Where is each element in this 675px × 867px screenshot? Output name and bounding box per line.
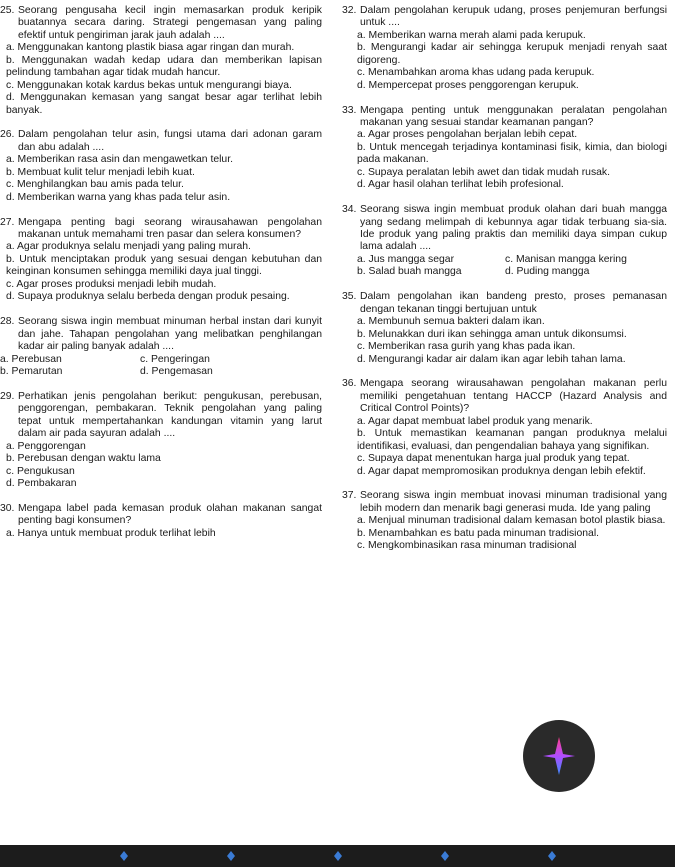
answer-option: a. Menjual minuman tradisional dalam kemasan botol plastik biasa.	[357, 515, 666, 527]
nav-marker-icon[interactable]	[226, 851, 236, 861]
question-block	[0, 316, 322, 378]
answer-option: b. Untuk menciptakan produk yang sesuai dengan kebutuhan dan keinginan konsumen sehingga memiliki daya jual tinggi.	[6, 253, 322, 278]
answer-option: c. Menambahkan aroma khas udang pada kerupuk.	[357, 67, 595, 79]
answer-option: b. Membuat kulit telur menjadi lebih kuat.	[6, 166, 195, 178]
question-number: 34.	[342, 204, 357, 216]
question-text: Seorang siswa ingin membuat produk olahan dari buah mangga yang sedang melimpah di kebunnya agar tidak terbuang sia-sia. Ide produk yang paling praktis dan memiliki daya simpan cukup lama adalah ....	[360, 204, 667, 253]
answer-option: a. Perebusan	[0, 353, 62, 365]
answer-option: a. Agar produknya selalu menjadi yang paling murah.	[6, 241, 251, 253]
answer-option: d. Memberikan warna yang khas pada telur asin.	[6, 191, 231, 203]
answer-option: b. Menambahkan es batu pada minuman tradisional.	[357, 527, 600, 539]
question-header	[342, 378, 667, 415]
answer-option: d. Mempercepat proses penggorengan kerupuk.	[357, 79, 579, 91]
answer-option: c. Menghilangkan bau amis pada telur.	[6, 179, 184, 191]
question-text: Mengapa penting bagi seorang wirausahawan pengolahan makanan untuk memahami tren pasar dan selera konsumen?	[18, 216, 322, 241]
answer-option: c. Memberikan rasa gurih yang khas pada ikan.	[357, 341, 576, 353]
right-column	[342, 5, 667, 565]
answer-option: a. Agar dapat membuat label produk yang menarik.	[357, 415, 593, 427]
answer-option: b. Melunakkan duri ikan sehingga aman untuk dikonsumsi.	[357, 328, 627, 340]
question-number: 35.	[342, 291, 357, 303]
question-header	[0, 316, 322, 353]
answer-option: c. Menggunakan kotak kardus bekas untuk mengurangi biaya.	[6, 79, 292, 91]
answer-option: a. Jus mangga segar	[357, 253, 455, 265]
question-text: Dalam pengolahan kerupuk udang, proses penjemuran berfungsi untuk ....	[360, 5, 667, 29]
question-number: 36.	[342, 378, 357, 390]
question-header	[342, 105, 667, 130]
question-number: 29.	[0, 390, 15, 402]
answer-option: b. Pemarutan	[0, 365, 63, 377]
answer-option: b. Mengurangi kadar air sehingga kerupuk menjadi renyah saat digoreng.	[357, 42, 667, 66]
question-block	[0, 217, 322, 304]
answer-option: c. Pengeringan	[140, 353, 210, 365]
answer-option: a. Menggunakan kantong plastik biasa agar ringan dan murah.	[6, 42, 295, 54]
answer-option: d. Mengurangi kadar air dalam ikan agar lebih tahan lama.	[357, 353, 626, 365]
answer-option: a. Memberikan warna merah alami pada kerupuk.	[357, 29, 586, 41]
nav-marker-icon[interactable]	[547, 851, 557, 861]
answer-option: d. Menggunakan kemasan yang sangat besar agar terlihat lebih banyak.	[6, 92, 322, 116]
question-text: Mengapa penting untuk menggunakan peralatan pengolahan makanan yang sesuai standar keamanan pangan?	[360, 104, 667, 129]
question-header	[342, 204, 667, 254]
answer-option: c. Supaya dapat menentukan harga jual produk yang tepat.	[357, 453, 630, 465]
question-block	[342, 378, 667, 478]
answer-option: d. Pembakaran	[6, 477, 77, 489]
question-number: 26.	[0, 129, 15, 141]
answer-option: d. Pengemasan	[140, 365, 213, 377]
question-header	[0, 5, 322, 42]
question-block	[342, 204, 667, 279]
answer-option: a. Memberikan rasa asin dan mengawetkan telur.	[6, 154, 233, 166]
question-number: 27.	[0, 216, 15, 228]
question-block	[342, 490, 667, 552]
answer-option: a. Penggorengan	[6, 440, 86, 452]
answer-option: c. Mengkombinasikan rasa minuman tradisional	[357, 540, 577, 552]
question-number: 37.	[342, 490, 357, 502]
question-block	[0, 5, 322, 117]
question-text: Mengapa seorang wirausahawan pengolahan makanan perlu memiliki pengetahuan tentang HACCP (Hazard Analysis and Critical Control Points)?	[360, 378, 667, 415]
question-number: 33.	[342, 104, 357, 116]
question-block	[0, 391, 322, 491]
answer-option-grid	[342, 254, 667, 279]
question-text: Seorang siswa ingin membuat minuman herbal instan dari kunyit dan jahe. Tahapan pengolahan yang melibatkan penghilangan kadar air paling banyak adalah ....	[18, 316, 322, 353]
answer-option: c. Agar proses produksi menjadi lebih mudah.	[6, 278, 217, 290]
question-text: Dalam pengolahan ikan bandeng presto, proses pemanasan dengan tekanan tinggi bertujuan untuk	[360, 291, 667, 315]
answer-option: b. Salad buah mangga	[357, 266, 462, 278]
question-header	[0, 217, 322, 242]
question-block	[0, 129, 322, 204]
answer-option: b. Perebusan dengan waktu lama	[6, 453, 161, 465]
answer-option: d. Supaya produknya selalu berbeda dengan produk pesaing.	[6, 291, 290, 303]
answer-option: d. Agar hasil olahan terlihat lebih profesional.	[357, 179, 564, 191]
question-header	[0, 129, 322, 154]
question-block	[342, 5, 667, 92]
answer-option-grid	[0, 354, 322, 379]
answer-option: d. Agar dapat mempromosikan produknya dengan lebih efektif.	[357, 465, 646, 477]
question-text: Seorang pengusaha kecil ingin memasarkan produk keripik buatannya secara daring. Strategi pengemasan yang paling efektif untuk pengiriman jarak jauh adalah ....	[18, 5, 322, 41]
question-number: 30.	[0, 502, 15, 514]
question-text: Perhatikan jenis pengolahan berikut: pengukusan, perebusan, penggorengan, pembakaran. Teknik pengolahan yang paling tepat untuk mempertahankan kandungan vitamin yang larut dalam air pada sayuran adalah ....	[18, 390, 322, 440]
answer-option: a. Agar proses pengolahan berjalan lebih cepat.	[357, 129, 578, 141]
answer-option: b. Untuk memastikan keamanan pangan produknya melalui identifikasi, evaluasi, dan pengendalian bahaya yang signifikan.	[357, 428, 667, 452]
answer-option: b. Menggunakan wadah kedap udara dan memberikan lapisan pelindung tambahan agar tidak mudah hancur.	[6, 54, 322, 79]
nav-marker-icon[interactable]	[333, 851, 343, 861]
question-text: Seorang siswa ingin membuat inovasi minuman tradisional yang lebih modern dan menarik bagi generasi muda. Ide yang paling	[360, 490, 667, 514]
sparkle-icon	[542, 736, 576, 776]
question-number: 28.	[0, 316, 15, 328]
bottom-bar	[0, 845, 675, 867]
answer-option: a. Hanya untuk membuat produk terlihat lebih	[6, 527, 216, 539]
ai-assistant-button[interactable]	[523, 720, 595, 792]
question-block	[342, 105, 667, 192]
answer-option: c. Supaya peralatan lebih awet dan tidak mudah rusak.	[357, 166, 610, 178]
answer-option: d. Puding mangga	[505, 266, 590, 278]
question-header	[0, 391, 322, 441]
question-text: Mengapa label pada kemasan produk olahan makanan sangat penting bagi konsumen?	[18, 502, 322, 527]
question-header	[342, 490, 667, 515]
nav-marker-icon[interactable]	[440, 851, 450, 861]
answer-option: c. Pengukusan	[6, 465, 75, 477]
question-header	[342, 291, 667, 316]
question-text: Dalam pengolahan telur asin, fungsi utama dari adonan garam dan abu adalah ....	[18, 129, 322, 153]
nav-marker-icon[interactable]	[119, 851, 129, 861]
question-header	[342, 5, 667, 30]
question-header	[0, 503, 322, 528]
answer-option: b. Untuk mencegah terjadinya kontaminasi fisik, kimia, dan biologi pada makanan.	[357, 141, 667, 166]
answer-option: a. Membunuh semua bakteri dalam ikan.	[357, 316, 545, 328]
question-block	[342, 291, 667, 366]
answer-option: c. Manisan mangga kering	[505, 253, 627, 265]
question-number: 32.	[342, 5, 357, 16]
left-column	[0, 5, 322, 553]
question-block	[0, 503, 322, 540]
question-number: 25.	[0, 5, 15, 16]
